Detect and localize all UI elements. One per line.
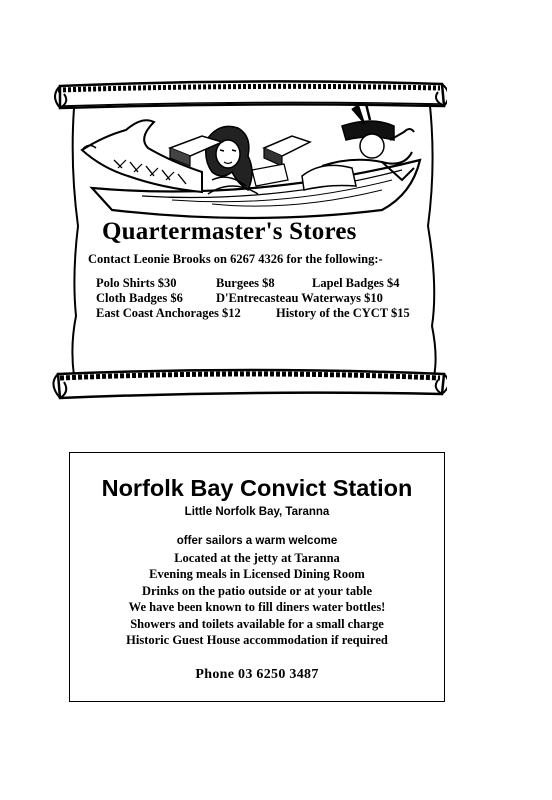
station-line: Historic Guest House accommodation if required	[126, 633, 388, 647]
station-line: Located at the jetty at Taranna	[174, 550, 340, 565]
price-item: Burgees $8	[216, 276, 275, 290]
price-item: D'Entrecasteau Waterways $10	[216, 291, 383, 305]
quartermaster-advert	[52, 76, 447, 406]
station-line: We have been known to fill diners water bottles!	[128, 600, 386, 614]
price-item: Cloth Badges $6	[96, 291, 183, 305]
price-item: Lapel Badges $4	[312, 276, 400, 290]
price-item: East Coast Anchorages $12	[96, 306, 241, 320]
station-details	[70, 533, 444, 649]
station-line: Showers and toilets available for a small charge	[130, 616, 384, 631]
station-line: Drinks on the patio outside or at your table	[141, 583, 373, 598]
station-phone: Phone 03 6250 3487	[195, 667, 319, 682]
station-line: Evening meals in Licensed Dining Room	[149, 567, 365, 581]
price-item: Polo Shirts $30	[96, 276, 177, 290]
convict-station-advert	[69, 452, 445, 702]
station-location: Little Norfolk Bay, Taranna	[184, 506, 330, 518]
quartermaster-contact: Contact Leonie Brooks on 6267 4326 for the following:-	[88, 252, 383, 266]
price-item: History of the CYCT $15	[276, 306, 410, 320]
station-line: offer sailors a warm welcome	[176, 535, 338, 547]
quartermaster-title: Quartermaster's Stores	[102, 218, 357, 245]
station-title: Norfolk Bay Convict Station	[101, 475, 413, 501]
